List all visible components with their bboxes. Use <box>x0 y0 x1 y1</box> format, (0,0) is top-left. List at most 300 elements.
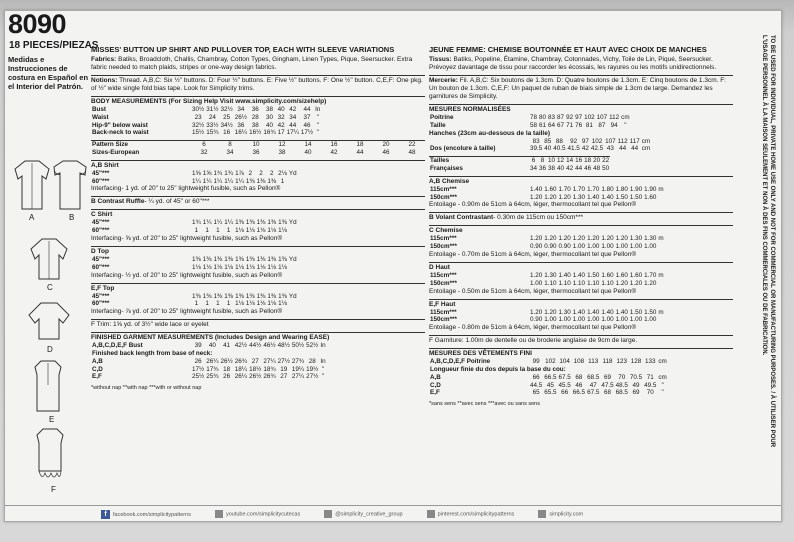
table-cell: 1.20 <box>601 235 614 243</box>
table-cell: 12 <box>278 141 286 149</box>
table-cell: 1⅛ <box>256 300 266 308</box>
table-cell: 67.5 <box>587 389 600 397</box>
table-cell: 0.90 <box>558 243 571 251</box>
table-cell: 8 <box>540 157 545 165</box>
table-cell: 68 <box>575 373 583 381</box>
table-cell: 27½ <box>306 373 319 381</box>
table-cell: 0.90 <box>544 243 557 251</box>
table-cell: 16¼ <box>234 129 248 137</box>
table-cell: 1⅛ <box>267 263 277 271</box>
table-cell: 1.00 <box>615 316 628 324</box>
table-cell: 25¾ <box>206 373 219 381</box>
table-cell: " <box>661 389 664 397</box>
table-row <box>429 316 665 324</box>
table-cell: 27 <box>251 357 259 365</box>
yardage-block-name: A,B Chemise <box>429 177 470 185</box>
table-cell: 1⅜ <box>192 255 201 263</box>
table-cell: 1.20 <box>544 235 557 243</box>
row-label: Dos (encolure à taille) <box>430 145 496 153</box>
table-row <box>91 227 298 235</box>
table-cell: 16 <box>575 157 583 165</box>
table-cell: 22 <box>602 157 610 165</box>
table-cell: 0.90 <box>530 243 543 251</box>
table-cell: 1⅛ <box>278 227 287 235</box>
table-row <box>91 300 298 308</box>
table-cell: 42½ <box>234 342 248 350</box>
yardage-table <box>91 293 298 309</box>
table-cell: 1⅜ <box>278 292 287 300</box>
table-cell: 1 <box>226 300 231 308</box>
yardage-table <box>429 235 665 251</box>
table-cell: 48½ <box>277 342 290 350</box>
table-row <box>429 157 610 165</box>
website-link[interactable]: simplicity.com <box>538 510 583 518</box>
table-cell: cm <box>658 373 667 381</box>
table-cell: 1.30 <box>629 235 643 243</box>
table-cell: 1.20 <box>644 279 657 287</box>
table-cell: 16¾ <box>263 129 276 137</box>
table-cell: 70 <box>618 373 626 381</box>
table-cell: 1¼ <box>192 177 201 185</box>
table-cell: 27 <box>280 373 288 381</box>
yardage-block-name: E,F Top <box>91 284 115 292</box>
spanish-instructions-note: Medidas e Instrucciones de costura en Español en el Interior del Patrón. <box>8 55 89 91</box>
table-cell: 1⅜ <box>224 292 234 300</box>
table-cell: 1.70 <box>572 185 586 193</box>
table-cell: 1.00 <box>601 243 614 251</box>
table-cell: 18 <box>584 157 592 165</box>
table-cell: 42 <box>330 148 338 156</box>
table-cell: 1.60 <box>544 185 557 193</box>
table-cell: 1.90 <box>629 185 643 193</box>
table-cell: 1.20 <box>629 279 643 287</box>
table-cell <box>288 300 298 308</box>
facebook-link[interactable]: f facebook.com/simplicitypatterns <box>101 510 191 519</box>
table-cell: 1.10 <box>601 279 614 287</box>
table-cell: 1.50 <box>629 308 643 316</box>
table-cell: 1⅜ <box>278 255 287 263</box>
table-cell: 15½ <box>192 129 205 137</box>
metrage-blocks <box>429 176 733 332</box>
table-cell: 48 <box>408 148 416 156</box>
table-cell: 1¾ <box>224 169 234 177</box>
table-cell: 1.20 <box>530 193 543 201</box>
table-cell: 1⅜ <box>224 255 234 263</box>
table-cell: 17¼ <box>286 129 299 137</box>
table-cell: 67 <box>557 121 565 129</box>
table-cell: 1⅜ <box>256 219 266 227</box>
table-cell: 1⅜ <box>278 219 287 227</box>
table-cell: 28 <box>251 113 259 121</box>
table-cell: 19 <box>280 365 288 373</box>
table-cell: 18 <box>223 365 231 373</box>
table-cell: 17¾ <box>206 365 219 373</box>
table-row <box>429 114 631 122</box>
table-cell: 14 <box>566 157 574 165</box>
table-cell: 58 <box>530 121 538 129</box>
table-cell: 66 <box>532 373 540 381</box>
yardage-note <box>429 214 733 222</box>
table-cell: 1.00 <box>629 316 643 324</box>
table-cell: 1 <box>194 300 199 308</box>
table-cell: 1.20 <box>544 193 557 201</box>
table-cell: 1.20 <box>587 235 600 243</box>
table-cell: 1⅛ <box>202 263 212 271</box>
table-cell: 1⅜ <box>256 177 266 185</box>
table-cell: 102 <box>591 137 603 145</box>
table-row <box>91 373 327 381</box>
yardage-table <box>91 256 298 272</box>
table-cell: 45 <box>546 381 554 389</box>
table-cell: 42 <box>581 145 589 153</box>
table-cell: 1.40 <box>615 308 628 316</box>
row-label: Françaises <box>430 164 463 172</box>
table-cell: 1⅜ <box>245 255 255 263</box>
row-label: Waist <box>92 113 109 121</box>
table-cell: 1⅜ <box>213 255 223 263</box>
table-cell: 49 <box>632 381 640 389</box>
finished-measurements-title: FINISHED GARMENT MEASUREMENTS (Includes Design and Wearing EASE) <box>91 332 425 342</box>
table-cell: 1.00 <box>530 279 543 287</box>
table-cell: 1.20 <box>558 193 571 201</box>
table-cell: 26½ <box>220 357 233 365</box>
table-cell: 1.30 <box>558 308 571 316</box>
table-cell: 80 <box>539 114 547 121</box>
table-cell <box>657 243 664 251</box>
table-cell: 17½ <box>192 365 205 373</box>
yardage-block <box>91 283 425 317</box>
table-row <box>429 145 651 153</box>
table-cell: Yd <box>288 169 297 177</box>
row-label: 60"*** <box>92 263 110 271</box>
table-cell: 1.10 <box>544 279 557 287</box>
table-cell: 68.5 <box>615 389 628 397</box>
table-cell: 40 <box>557 164 565 172</box>
yardage-table <box>429 309 665 325</box>
view-label-f: F <box>51 485 56 494</box>
table-cell: 27¼ <box>291 373 305 381</box>
row-label: Tailles <box>430 157 450 165</box>
table-cell: 46 <box>382 148 390 156</box>
table-cell: 1.40 <box>572 308 586 316</box>
row-label: 60"*** <box>92 177 110 185</box>
table-cell: 1.60 <box>629 271 643 279</box>
table-cell: 1 <box>205 227 209 235</box>
table-cell: " <box>661 381 664 389</box>
yardage-block-name: C Shirt <box>91 211 113 219</box>
table-cell: 31½ <box>206 106 219 113</box>
interfacing-note: Interfacing- ⅞ yd. of 20" to 25" lightweight fusible, such as Pellon® <box>91 308 283 316</box>
row-label: Back-neck to waist <box>92 129 149 137</box>
table-cell: 1⅜ <box>256 292 266 300</box>
row-label: C,D <box>92 365 103 373</box>
table-cell: 1.00 <box>587 243 600 251</box>
table-cell: 16 <box>223 129 231 137</box>
tissus-paragraph: Tissus: Batiks, Popeline, Étamine, Chambray, Cotonnades, Vichy, Toile de Lin, Piqué, Seersucker. Prévoyez davantage de tissu pour raccorder les écossais, les rayures ou les motifs unidirectionnels. <box>429 56 717 71</box>
row-label: 150cm*** <box>430 243 457 251</box>
row-label: A,B,C,D,E,F Poitrine <box>430 358 491 366</box>
table-cell: 18½ <box>249 365 262 373</box>
table-cell: 1.40 <box>587 308 600 316</box>
finished-measurements-table <box>91 342 327 381</box>
table-row <box>91 122 321 130</box>
table-cell: 94 <box>610 121 618 129</box>
table-cell: 1.60 <box>644 193 657 201</box>
yardage-block-name: D Haut <box>429 263 450 271</box>
table-row <box>91 342 327 350</box>
tailles-table <box>429 156 610 173</box>
table-cell: 2 <box>269 169 274 177</box>
table-cell: 1⅜ <box>235 292 244 300</box>
table-cell: 33½ <box>206 121 219 129</box>
table-cell: 42 <box>566 164 574 172</box>
pattern-number: 8090 <box>8 10 67 39</box>
table-cell: m <box>658 235 664 243</box>
table-cell: 1.20 <box>572 235 586 243</box>
table-cell: 83 <box>548 114 556 121</box>
table-cell: 71 <box>566 121 574 129</box>
row-label: 45"*** <box>92 169 110 177</box>
table-cell: cm <box>641 137 651 145</box>
table-cell: 1 <box>216 227 220 235</box>
table-cell: 1⅛ <box>256 263 266 271</box>
youtube-link[interactable]: youtube.com/simplicitycutecas <box>215 510 300 518</box>
yardage-block <box>429 176 733 210</box>
table-cell: 27¾ <box>291 357 305 365</box>
row-label: Taille <box>430 121 446 129</box>
table-cell: 1⅛ <box>278 300 287 308</box>
table-cell: 1.70 <box>587 185 600 193</box>
table-cell: 0.90 <box>530 316 543 324</box>
table-cell: 76 <box>575 121 583 129</box>
table-cell: 108 <box>573 358 585 366</box>
interfacing-note: Interfacing- 1 yd. of 20" to 25" lightweight fusible, such as Pellon® <box>91 185 281 193</box>
table-cell: 1¼ <box>235 177 244 185</box>
table-cell: 43 <box>606 145 614 153</box>
pattern-envelope-back <box>4 10 782 522</box>
table-cell: 1.00 <box>544 316 557 324</box>
table-row <box>429 382 668 390</box>
garment-silhouette-e <box>31 359 65 413</box>
table-cell: 1.00 <box>587 316 600 324</box>
table-cell: 46½ <box>263 342 276 350</box>
table-cell: 97 <box>581 137 589 145</box>
table-cell: 83 <box>532 137 540 145</box>
table-cell: 85 <box>544 137 552 145</box>
table-cell: 40 <box>304 148 312 156</box>
table-cell: 118 <box>602 358 613 366</box>
fini-length-label: Longueur finie du dos depuis la base du cou: <box>430 365 566 373</box>
table-cell: 71 <box>646 373 654 381</box>
mercerie-paragraph: Mercerie: Fil. A,B,C: Six boutons de 1.3cm. D: Quatre boutons de 1.3cm. E: Cinq boutons de 1.3cm. F: Un bouton de 1.3cm. C,E,F: Un paquet de ruban de biais simple de 1.3cm de large. Demandez les garnitures de Simplicity. <box>429 75 733 101</box>
table-cell: 20 <box>382 141 390 149</box>
instagram-link[interactable]: @simplicity_creative_group <box>324 510 402 518</box>
table-cell: 123 <box>616 358 627 366</box>
table-cell: 16½ <box>249 129 262 137</box>
table-cell: 66.5 <box>572 389 586 397</box>
table-cell: 1¼ <box>202 177 212 185</box>
row-label: 60"*** <box>92 300 110 308</box>
table-cell: 36 <box>251 106 259 113</box>
table-cell: m <box>658 308 664 316</box>
table-cell: 1⅜ <box>245 177 255 185</box>
table-cell: 40 <box>208 342 216 350</box>
table-cell: 38 <box>548 164 556 172</box>
table-cell: 45.5 <box>558 381 571 389</box>
row-label: E,F <box>430 389 440 397</box>
table-row <box>429 165 610 173</box>
table-cell: 17½ <box>300 129 314 137</box>
table-row <box>91 256 298 264</box>
table-cell: 22 <box>408 141 416 149</box>
table-cell: 23 <box>194 113 202 121</box>
table-cell: 87 <box>598 121 606 129</box>
table-cell: 1⅜ <box>213 292 223 300</box>
table-cell: 16 <box>330 141 338 149</box>
table-row <box>91 106 321 114</box>
table-cell: 10 <box>548 157 556 165</box>
table-cell: Yd <box>288 292 297 300</box>
row-label: 115cm*** <box>430 271 457 279</box>
table-row <box>429 186 665 194</box>
row-label: 115cm*** <box>430 185 457 193</box>
table-cell: 69 <box>603 373 611 381</box>
row-label: 45"*** <box>92 219 110 227</box>
table-cell: 26¾ <box>234 357 248 365</box>
garment-silhouette-c <box>29 237 69 281</box>
table-cell: 1⅛ <box>235 263 244 271</box>
table-cell: 34½ <box>220 121 233 129</box>
social-footer <box>5 505 782 522</box>
table-cell: 42 <box>277 121 285 129</box>
row-label: Sizes-European <box>92 148 140 156</box>
table-row <box>91 149 425 157</box>
table-cell: 1 <box>205 300 209 308</box>
pinterest-link[interactable]: pinterest.com/simplicitypatterns <box>427 510 515 518</box>
french-title: JEUNE FEMME: CHEMISE BOUTONNÉE ET HAUT AVEC CHOIX DE MANCHES <box>429 45 707 54</box>
table-cell: 1⅜ <box>235 255 244 263</box>
table-cell: 1 <box>216 300 220 308</box>
table-row <box>429 309 665 317</box>
view-label-c: C <box>47 283 53 292</box>
table-cell: 44 <box>303 106 311 113</box>
view-label-b: B <box>69 213 75 222</box>
table-cell: 1.30 <box>544 271 557 279</box>
table-cell: 1.00 <box>572 243 586 251</box>
table-cell: 1.40 <box>587 193 600 201</box>
table-cell: 70 <box>646 389 654 397</box>
table-cell: 1 <box>226 227 231 235</box>
table-cell: 1.10 <box>572 279 586 287</box>
table-cell: 1⅜ <box>267 177 277 185</box>
table-cell: 68 <box>603 389 611 397</box>
table-row <box>429 366 668 374</box>
table-cell <box>288 178 298 186</box>
garment-silhouette-f <box>33 427 67 483</box>
table-cell: 36 <box>252 148 260 156</box>
table-cell: 64 <box>548 121 556 129</box>
yardage-note-text: - 0.30m de 115cm ou 150cm*** <box>493 214 584 222</box>
table-cell: 12 <box>557 157 565 165</box>
row-label: 60"*** <box>92 227 110 235</box>
table-cell: 99 <box>532 358 540 366</box>
table-cell: 38 <box>251 121 259 129</box>
garniture-note: F Garniture: 1.00m de dentelle ou de broderie anglaise de 9cm de large. <box>429 335 733 345</box>
row-label: E,F <box>92 373 102 381</box>
table-cell: 1⅛ <box>235 300 244 308</box>
hanches-table <box>429 138 651 154</box>
table-cell: 1.70 <box>558 185 571 193</box>
row-label: A,B <box>92 357 103 365</box>
youtube-icon <box>215 510 223 518</box>
table-cell: 117 <box>629 137 640 145</box>
table-cell: 42 <box>289 106 297 113</box>
table-cell: 44 <box>631 145 639 153</box>
yardage-block <box>429 225 733 259</box>
fabrics-paragraph: Fabrics: Batiks, Broadcloth, Challis, Chambray, Cotton Types, Gingham, Linen Types, Pique, Seersucker. Extra fabric needed to match plaids, stripes or one-way design fabrics. <box>91 56 413 71</box>
table-cell: 34 <box>237 106 245 113</box>
row-label: 115cm*** <box>430 308 457 316</box>
table-cell: 47 <box>589 381 597 389</box>
table-cell <box>657 194 664 202</box>
table-cell: 1.30 <box>572 193 586 201</box>
view-label-e: E <box>49 415 55 424</box>
row-label <box>429 138 529 146</box>
table-cell: 68.5 <box>587 373 600 381</box>
table-cell: 1⅜ <box>192 292 201 300</box>
interfacing-note: Entoilage - 0.70m de 51cm à 64cm, léger, thermocollant tel que Pellon® <box>429 250 637 258</box>
facebook-icon: f <box>101 510 110 519</box>
table-cell: 66 <box>561 389 569 397</box>
table-cell: 46 <box>584 164 592 172</box>
table-cell: 34 <box>530 164 538 172</box>
interfacing-note: Entoilage - 0.50m de 51cm à 64cm, léger, thermocollant tel que Pellon® <box>429 287 637 295</box>
mesures-title: MESURES NORMALISÉES <box>429 104 733 114</box>
table-cell: " <box>321 373 325 381</box>
body-measurements-title: BODY MEASUREMENTS (For Sizing Help Visit www.simplicity.com/sizehelp) <box>91 96 425 106</box>
yardage-table <box>91 219 298 235</box>
table-cell: 18¼ <box>234 365 248 373</box>
table-cell: 8 <box>228 141 232 149</box>
table-cell: 2⅛ <box>278 169 287 177</box>
table-cell: 26¼ <box>206 357 219 365</box>
table-cell: 112 <box>609 114 620 121</box>
table-cell: 1.10 <box>558 279 571 287</box>
table-cell: cm <box>658 358 667 366</box>
table-cell: 39 <box>194 342 202 350</box>
table-cell: 44 <box>575 164 583 172</box>
table-cell: 44½ <box>249 342 262 350</box>
interfacing-note: Interfacing- ½ yd. of 20" to 25" lightweight fusible, such as Pellon® <box>91 271 283 279</box>
table-cell: 113 <box>588 358 599 366</box>
row-label: 115cm*** <box>430 235 457 243</box>
table-row <box>91 293 298 301</box>
yardage-block <box>91 196 425 206</box>
yardage-block <box>91 160 425 194</box>
table-cell: 36 <box>237 121 245 129</box>
usage-restriction-text: TO BE USED FOR INDIVIDUAL, PRIVATE HOME USE ONLY AND NOT FOR COMMERCIAL OR MANUFACTURING PURPOSES. / À UTILISER POUR L'USAGE PERSONNEL À LA MAISON SEULEMENT ET NON À DES FINS COMMERCIALES OU DE FABRICATION. <box>761 35 775 448</box>
yardage-note <box>91 198 425 206</box>
yardage-block <box>91 246 425 280</box>
garment-silhouette-b <box>51 159 89 211</box>
table-row <box>91 219 298 227</box>
table-cell: 49.5 <box>644 381 657 389</box>
table-cell: 102 <box>584 114 595 121</box>
table-cell: 40 <box>277 106 285 113</box>
table-row <box>429 389 668 397</box>
pinterest-icon <box>427 510 435 518</box>
row-label: C,D <box>430 381 441 389</box>
